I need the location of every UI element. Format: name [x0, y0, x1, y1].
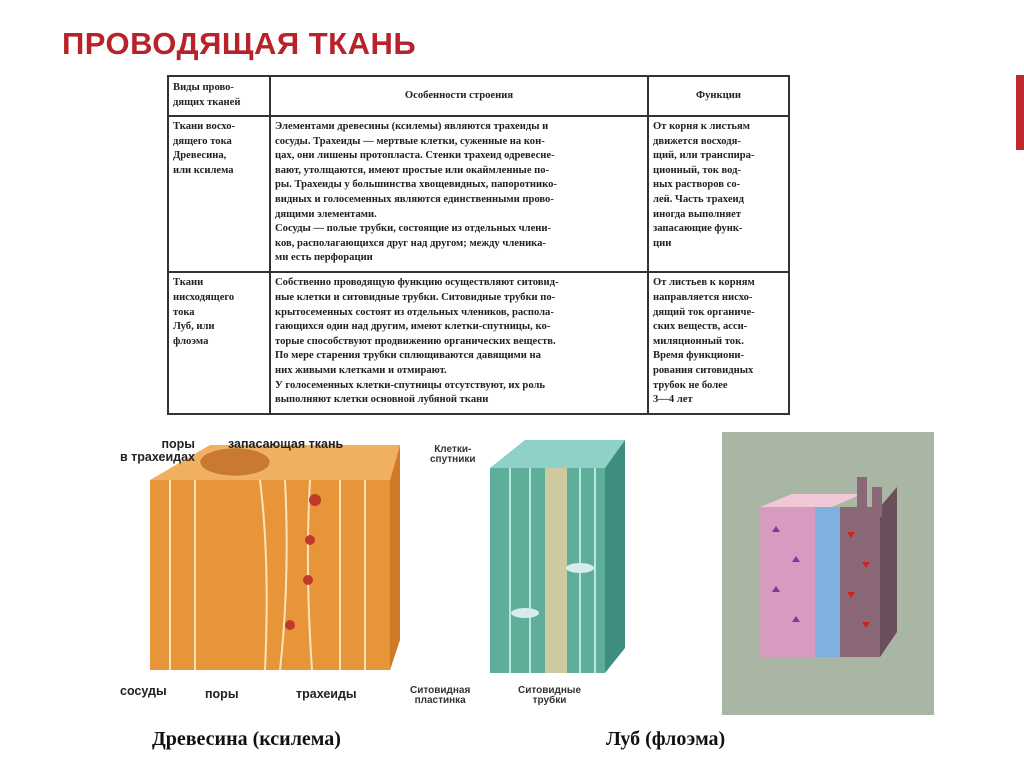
cell-structure: Собственно проводящую функцию осуществляют ситовид- ные клетки и ситовидные трубки. Ситовидные трубки по- крытосеменных состоят из отдельных члеников, распола- гающихся один над другим, имеют клетки-спутницы, ко- торые способствуют продвижению органических веществ. По мере старения трубки сплющиваются давящими на них живыми клетками и отмирают. У голосеменных клетки-спутницы отсутствуют, их роль выполняют клетки основной лубяной ткани — [270, 272, 648, 414]
cell-type: Ткани восхо- дящего тока Древесина, или ксилема — [168, 116, 270, 272]
cell-structure: Элементами древесины (ксилемы) являются трахеиды и сосуды. Трахеиды — мертвые клетки, суженные на кон- цах, они лишены протопласта. Стенки трахеид одревесне- вают, утолщаются, имеют простые или окаймленные по- ры. Трахеиды у большинства хвощевидных, папоротнико- видных и голосеменных являются единственными прово- дящими элементами. Сосуды — полые трубки, состоящие из отдельных члени- ков, располагающихся друг над другом; между членика- ми есть перфорации — [270, 116, 648, 272]
label-sieve-tubes: Ситовидные трубки — [518, 685, 582, 706]
label-companion-cells: Клетки- спутники — [430, 444, 476, 465]
label-pores-in-tracheids: поры в трахеидах — [120, 437, 195, 464]
cell-function: От корня к листьям движется восходя- щий, или транспира- ционный, ток вод- ных растворов со- лей. Часть трахеид иногда выполняет запасающие функ- ции — [648, 116, 789, 272]
header-structure: Особенности строения — [270, 76, 648, 116]
table-header-row — [168, 76, 789, 116]
header-types: Виды прово- дящих тканей — [168, 76, 270, 116]
conducting-tissue-table — [167, 75, 790, 415]
table-row — [168, 116, 789, 272]
accent-bar — [1016, 75, 1024, 150]
caption-phloem: Луб (флоэма) — [606, 728, 726, 750]
xylem-illustration — [140, 437, 410, 680]
label-vessels: сосуды — [120, 684, 167, 698]
label-sieve-plate: Ситовидная пластинка — [410, 685, 471, 706]
cell-function: От листьев к корням направляется нисхо- дящий ток органиче- ских веществ, асси- миляционный ток. Время функциони- рования ситовидных трубок не более 3—4 лет — [648, 272, 789, 414]
header-functions: Функции — [648, 76, 789, 116]
label-tracheids: трахеиды — [296, 687, 357, 701]
cell-type: Ткани нисходящего тока Луб, или флоэма — [168, 272, 270, 414]
label-pores: поры — [205, 687, 239, 701]
vascular-bundle-illustration — [722, 432, 934, 715]
caption-xylem: Древесина (ксилема) — [152, 728, 341, 750]
phloem-illustration — [485, 438, 630, 678]
slide-title: ПРОВОДЯЩАЯ ТКАНЬ — [62, 26, 417, 61]
table-row — [168, 272, 789, 414]
label-storage-tissue: запасающая ткань — [228, 437, 344, 451]
